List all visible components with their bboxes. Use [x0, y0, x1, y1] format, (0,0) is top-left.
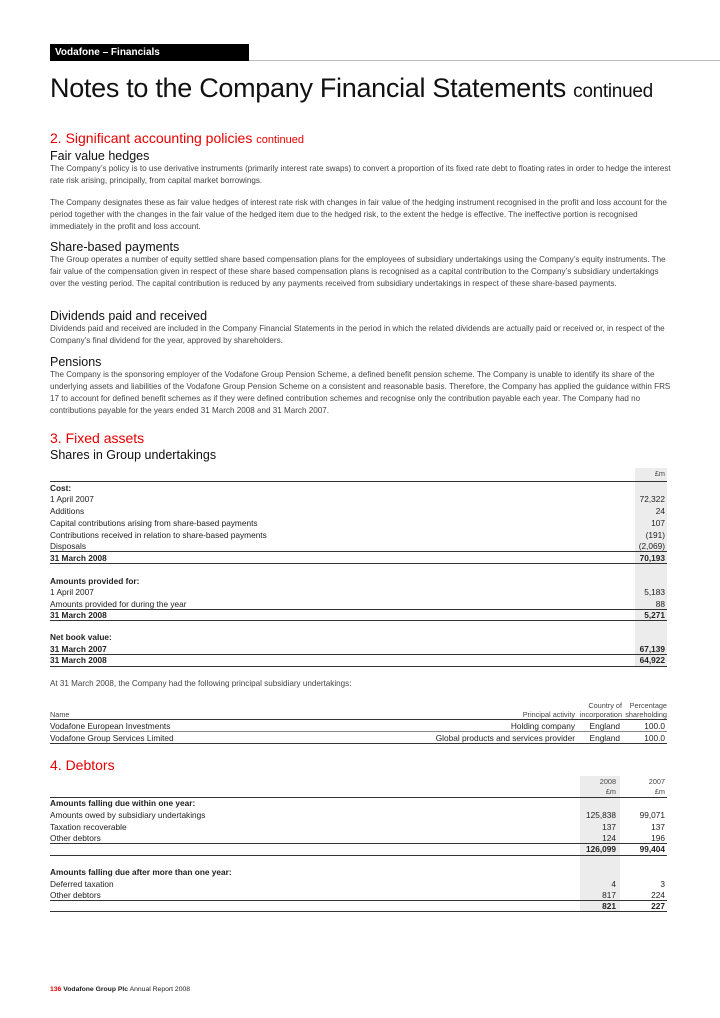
pensions-para: The Company is the sponsoring employer of the Vodafone Group Pension Scheme, a defined benefit pension scheme. The Company is unable to identify its share of the underlying assets and liabilities of the Vodafone Group Pension Scheme on a consistent and reasonable basis. Therefore, the Company has applied the guidance within FRS 17 to account for defined benefit schemes as if they were defined contribution schemes and recognise only the contribution payable each year. The Company had no contributions payable for the years ended 31 March 2008 and 31 March 2007.: [50, 370, 671, 415]
row-value: 72,322: [639, 494, 665, 504]
total-2007: 99,404: [639, 844, 665, 854]
row-label: 1 April 2007: [50, 587, 94, 597]
rule: [50, 563, 667, 564]
amounts-label: Amounts provided for:: [50, 576, 140, 586]
page-footer: [50, 986, 190, 993]
row-label: Other debtors: [50, 833, 101, 843]
nbv-label: Net book value:: [50, 632, 112, 642]
col-2007-header: 2007: [648, 777, 665, 786]
row-value: 70,193: [639, 553, 665, 563]
value-2007: 3: [660, 879, 665, 889]
pensions-title: Pensions: [50, 355, 102, 369]
fair-value-title: Fair value hedges: [50, 149, 150, 163]
row-label: Amounts owed by subsidiary undertakings: [50, 810, 206, 820]
unit-row: [50, 469, 667, 481]
header-rule: [249, 60, 720, 61]
row-label: 31 March 2008: [50, 655, 107, 665]
section-2-heading: [50, 129, 304, 149]
value-2008: 137: [602, 822, 616, 832]
row-value: 107: [651, 518, 665, 528]
debtor-row: [50, 809, 667, 821]
footer-document: Annual Report 2008: [129, 986, 191, 993]
col-2008-unit: £m: [605, 787, 616, 796]
fair-value-para-1: The Company’s policy is to use derivative instruments (primarily interest rate swaps) to convert a proportion of its fixed rate debt to floating rates in order to hedge the interest rate risk arising, principally, from capital market borrowings.: [50, 164, 671, 185]
row-value: 24: [655, 506, 665, 516]
value-2007: 137: [651, 822, 665, 832]
row-label: 31 March 2008: [50, 553, 107, 563]
after-label: Amounts falling due after more than one year:: [50, 867, 232, 877]
table-row: [50, 654, 667, 666]
country-header-bottom: incorporation: [579, 710, 622, 719]
row-value: 5,183: [644, 587, 665, 597]
page-title-text: Notes to the Company Financial Statements: [50, 73, 566, 103]
row-label: Other debtors: [50, 890, 101, 900]
section-2-heading-text: 2. Significant accounting policies: [50, 130, 253, 146]
table-row: [50, 517, 667, 529]
value-2007: 224: [651, 890, 665, 900]
pct-header-top: Percentage: [629, 701, 667, 710]
col-2007-unit: £m: [654, 787, 665, 796]
row-label: Deferred taxation: [50, 879, 114, 889]
row-value: (191): [645, 530, 665, 540]
row-value: 64,922: [639, 655, 665, 665]
value-2008: 125,838: [586, 810, 616, 820]
subsidiary-pct: 100.0: [644, 733, 665, 743]
share-based-para: The Group operates a number of equity settled share based compensation plans for the employees of subsidiary undertakings using the Company’s equity instruments. The fair value of the compensation given in respect of these share based compensation plans is recognised as a capital contribution to the Company’s subsidiary undertakings over the vesting period. The capital contribution is reduced by any payments received from subsidiary undertakings in respect of these share-based payments.: [50, 255, 666, 288]
section-3-subheading: Shares in Group undertakings: [50, 448, 217, 462]
subsidiary-name: Vodafone Group Services Limited: [50, 733, 174, 743]
section-2-heading-suffix: continued: [256, 134, 304, 146]
value-2008: 124: [602, 833, 616, 843]
rule: [50, 743, 667, 744]
unit-label: £m: [654, 469, 665, 478]
dividends-para: Dividends paid and received are included in the Company Financial Statements in the period in which the related dividends are actually paid or received or, in respect of the Company’s final dividend for the year, approved by shareholders.: [50, 324, 665, 345]
value-2008: 817: [602, 890, 616, 900]
row-label: Additions: [50, 506, 85, 516]
dividends-title: Dividends paid and received: [50, 309, 208, 323]
within-total-row: [50, 843, 667, 855]
row-label: Disposals: [50, 541, 86, 551]
section-3-heading: 3. Fixed assets: [50, 430, 145, 446]
total-2008: 126,099: [586, 844, 616, 854]
row-label: Capital contributions arising from share-based payments: [50, 518, 258, 528]
rule: [50, 855, 667, 856]
page-title: [50, 70, 653, 110]
value-2008: 4: [611, 879, 616, 889]
nbv-label-row: [50, 631, 667, 643]
page-title-suffix: continued: [573, 81, 653, 102]
country-header-top: Country of: [588, 701, 622, 710]
row-value: (2,069): [638, 541, 665, 551]
row-value: 88: [655, 599, 665, 609]
table-row: [50, 493, 667, 505]
pct-header-bottom: shareholding: [625, 710, 667, 719]
within-label: Amounts falling due within one year:: [50, 798, 196, 808]
row-label: Contributions received in relation to share-based payments: [50, 530, 267, 540]
table-row: [50, 505, 667, 517]
subsidiary-activity: Holding company: [510, 721, 575, 731]
page-number: 136: [50, 986, 62, 993]
activity-header: Principal activity: [522, 710, 575, 719]
subsidiary-activity: Global products and services provider: [435, 733, 575, 743]
subsidiary-name: Vodafone European Investments: [50, 721, 171, 731]
rule: [50, 620, 667, 621]
row-value: 5,271: [644, 610, 665, 620]
after-label-row: [50, 866, 667, 878]
section-header-bar: [50, 44, 249, 61]
row-label: Amounts provided for during the year: [50, 599, 187, 609]
footer-company: Vodafone Group Plc: [63, 986, 129, 993]
value-2007: 196: [651, 833, 665, 843]
fair-value-para-2: The Company designates these as fair value hedges of interest rate risk with changes in fair value of the hedging instrument recognised in the profit and loss account for the period together with the changes in the fair value of the hedged item due to the hedged risk, to the extent the hedge is effective. The ineffective portion is recognised immediately in the profit and loss account.: [50, 198, 667, 231]
row-label: 1 April 2007: [50, 494, 94, 504]
total-2008: 821: [602, 901, 616, 911]
within-label-row: [50, 797, 667, 809]
section-header-label: Vodafone – Financials: [55, 47, 160, 58]
rule: [50, 911, 667, 912]
value-2007: 99,071: [639, 810, 665, 820]
share-based-title: Share-based payments: [50, 240, 180, 254]
subsidiary-country: England: [589, 733, 620, 743]
col-2008-header: 2008: [599, 777, 616, 786]
row-value: 67,139: [639, 644, 665, 654]
subsidiaries-intro: At 31 March 2008, the Company had the following principal subsidiary undertakings:: [50, 679, 352, 688]
cost-label: Cost:: [50, 483, 72, 493]
row-label: Taxation recoverable: [50, 822, 127, 832]
row-label: 31 March 2008: [50, 610, 107, 620]
total-2007: 227: [651, 901, 665, 911]
section-4-heading: 4. Debtors: [50, 757, 115, 773]
subsidiary-pct: 100.0: [644, 721, 665, 731]
row-label: 31 March 2007: [50, 644, 107, 654]
table-row: [50, 586, 667, 598]
name-header: Name: [50, 710, 70, 719]
rule: [50, 666, 667, 667]
subsidiary-country: England: [589, 721, 620, 731]
